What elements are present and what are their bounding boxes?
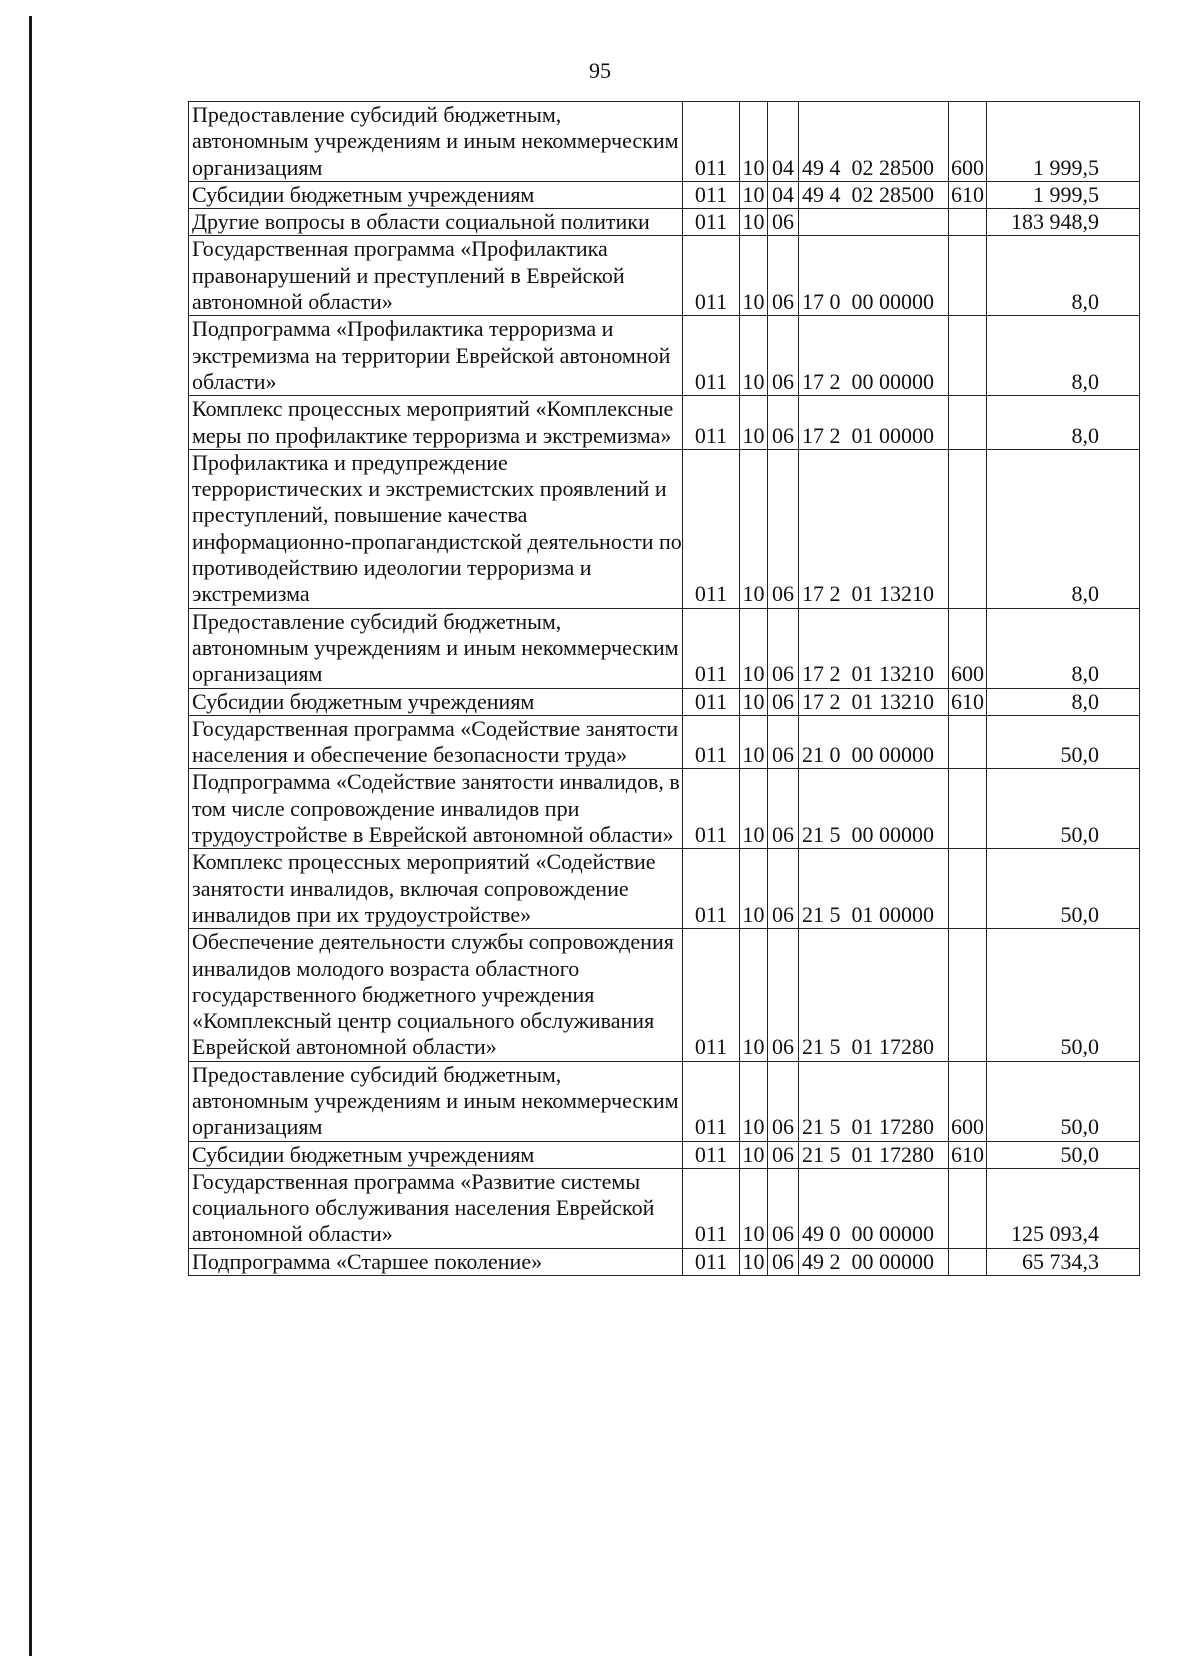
row-amount: 1 999,5: [987, 181, 1140, 208]
row-section-code: 10: [740, 102, 768, 182]
row-name: Подпрограмма «Старшее поколение»: [189, 1248, 683, 1275]
row-expense-type: [949, 209, 987, 236]
table-row: [189, 688, 1140, 715]
row-section-code: 10: [740, 396, 768, 450]
row-subsection-code: 06: [768, 688, 799, 715]
table-row: [189, 608, 1140, 688]
table-row: [189, 715, 1140, 769]
row-section-code: 10: [740, 209, 768, 236]
row-name: Предоставление субсидий бюджетным, автономным учреждениям и иным некоммерческим организациям: [189, 102, 683, 182]
row-section-code: 10: [740, 1168, 768, 1248]
row-ministry-code: 011: [683, 236, 740, 316]
row-name: Обеспечение деятельности службы сопровождения инвалидов молодого возраста областного государственного бюджетного учреждения «Комплексный центр социального обслуживания Еврейской автономной области»: [189, 929, 683, 1061]
row-expense-type: [949, 929, 987, 1061]
row-name: Субсидии бюджетным учреждениям: [189, 181, 683, 208]
row-name: Государственная программа «Содействие занятости населения и обеспечение безопасности труда»: [189, 715, 683, 769]
row-amount: 8,0: [987, 396, 1140, 450]
table-row: [189, 396, 1140, 450]
row-section-code: 10: [740, 1248, 768, 1275]
row-name: Комплекс процессных мероприятий «Содействие занятости инвалидов, включая сопровождение инвалидов при их трудоустройстве»: [189, 849, 683, 929]
table-row: [189, 769, 1140, 849]
row-expense-type: 600: [949, 1061, 987, 1141]
table-row: [189, 1248, 1140, 1275]
row-name: Комплекс процессных мероприятий «Комплексные меры по профилактике терроризма и экстремизма»: [189, 396, 683, 450]
row-expense-type: [949, 849, 987, 929]
row-subsection-code: 06: [768, 1061, 799, 1141]
row-expense-type: 600: [949, 608, 987, 688]
row-ministry-code: 011: [683, 396, 740, 450]
row-name: Субсидии бюджетным учреждениям: [189, 688, 683, 715]
row-name: Государственная программа «Профилактика правонарушений и преступлений в Еврейской автономной области»: [189, 236, 683, 316]
table-row: [189, 1061, 1140, 1141]
row-target-article: 17 0 00 00000: [799, 236, 949, 316]
row-name: Предоставление субсидий бюджетным, автономным учреждениям и иным некоммерческим организациям: [189, 1061, 683, 1141]
row-ministry-code: 011: [683, 769, 740, 849]
row-target-article: 21 5 01 17280: [799, 929, 949, 1061]
row-amount: 8,0: [987, 316, 1140, 396]
row-amount: 8,0: [987, 449, 1140, 608]
table-body: [189, 102, 1140, 1276]
row-ministry-code: 011: [683, 316, 740, 396]
row-subsection-code: 06: [768, 1248, 799, 1275]
row-amount: 1 999,5: [987, 102, 1140, 182]
row-target-article: 21 0 00 00000: [799, 715, 949, 769]
table-row: [189, 181, 1140, 208]
row-subsection-code: 06: [768, 396, 799, 450]
row-amount: 50,0: [987, 929, 1140, 1061]
row-section-code: 10: [740, 449, 768, 608]
row-ministry-code: 011: [683, 102, 740, 182]
row-ministry-code: 011: [683, 1248, 740, 1275]
row-subsection-code: 06: [768, 316, 799, 396]
row-target-article: 49 4 02 28500: [799, 181, 949, 208]
row-name: Предоставление субсидий бюджетным, автономным учреждениям и иным некоммерческим организациям: [189, 608, 683, 688]
row-target-article: 21 5 01 17280: [799, 1141, 949, 1168]
row-target-article: 21 5 01 17280: [799, 1061, 949, 1141]
row-subsection-code: 06: [768, 929, 799, 1061]
table-row: [189, 1141, 1140, 1168]
table-row: [189, 929, 1140, 1061]
row-ministry-code: 011: [683, 1141, 740, 1168]
row-ministry-code: 011: [683, 688, 740, 715]
row-expense-type: [949, 1248, 987, 1275]
row-expense-type: 600: [949, 102, 987, 182]
row-ministry-code: 011: [683, 1168, 740, 1248]
binding-margin-line: [29, 16, 32, 1656]
row-expense-type: [949, 1168, 987, 1248]
row-section-code: 10: [740, 849, 768, 929]
row-target-article: 17 2 00 00000: [799, 316, 949, 396]
row-amount: 50,0: [987, 1061, 1140, 1141]
row-subsection-code: 04: [768, 102, 799, 182]
row-section-code: 10: [740, 1141, 768, 1168]
row-amount: 125 093,4: [987, 1168, 1140, 1248]
row-section-code: 10: [740, 769, 768, 849]
row-target-article: [799, 209, 949, 236]
row-amount: 8,0: [987, 608, 1140, 688]
row-name: Профилактика и предупреждение террористических и экстремистских проявлений и преступлений, повышение качества информационно-пропагандистской деятельности по противодействию идеологии терроризма и экстремизма: [189, 449, 683, 608]
table-row: [189, 102, 1140, 182]
row-ministry-code: 011: [683, 849, 740, 929]
row-section-code: 10: [740, 1061, 768, 1141]
row-expense-type: [949, 316, 987, 396]
row-amount: 8,0: [987, 236, 1140, 316]
row-target-article: 21 5 01 00000: [799, 849, 949, 929]
row-target-article: 17 2 01 00000: [799, 396, 949, 450]
row-target-article: 17 2 01 13210: [799, 688, 949, 715]
row-amount: 8,0: [987, 688, 1140, 715]
row-target-article: 17 2 01 13210: [799, 449, 949, 608]
row-target-article: 49 4 02 28500: [799, 102, 949, 182]
budget-table: [188, 101, 1140, 1276]
row-expense-type: [949, 769, 987, 849]
table-row: [189, 449, 1140, 608]
row-subsection-code: 06: [768, 715, 799, 769]
row-section-code: 10: [740, 316, 768, 396]
row-subsection-code: 06: [768, 1141, 799, 1168]
row-expense-type: [949, 449, 987, 608]
row-section-code: 10: [740, 181, 768, 208]
row-section-code: 10: [740, 715, 768, 769]
row-target-article: 49 0 00 00000: [799, 1168, 949, 1248]
row-subsection-code: 06: [768, 849, 799, 929]
row-name: Другие вопросы в области социальной политики: [189, 209, 683, 236]
row-subsection-code: 06: [768, 209, 799, 236]
row-target-article: 21 5 00 00000: [799, 769, 949, 849]
row-expense-type: 610: [949, 181, 987, 208]
row-ministry-code: 011: [683, 929, 740, 1061]
row-section-code: 10: [740, 688, 768, 715]
row-amount: 50,0: [987, 715, 1140, 769]
table-row: [189, 1168, 1140, 1248]
row-ministry-code: 011: [683, 181, 740, 208]
row-expense-type: [949, 715, 987, 769]
row-subsection-code: 04: [768, 181, 799, 208]
row-name: Подпрограмма «Содействие занятости инвалидов, в том числе сопровождение инвалидов при трудоустройстве в Еврейской автономной области»: [189, 769, 683, 849]
row-expense-type: [949, 396, 987, 450]
table-row: [189, 849, 1140, 929]
row-ministry-code: 011: [683, 715, 740, 769]
row-subsection-code: 06: [768, 608, 799, 688]
row-section-code: 10: [740, 929, 768, 1061]
row-ministry-code: 011: [683, 1061, 740, 1141]
table-row: [189, 209, 1140, 236]
row-section-code: 10: [740, 608, 768, 688]
row-amount: 50,0: [987, 1141, 1140, 1168]
row-subsection-code: 06: [768, 236, 799, 316]
row-subsection-code: 06: [768, 449, 799, 608]
row-target-article: 17 2 01 13210: [799, 608, 949, 688]
table-row: [189, 316, 1140, 396]
row-target-article: 49 2 00 00000: [799, 1248, 949, 1275]
row-name: Государственная программа «Развитие системы социального обслуживания населения Еврейской автономной области»: [189, 1168, 683, 1248]
row-ministry-code: 011: [683, 209, 740, 236]
row-expense-type: 610: [949, 688, 987, 715]
row-ministry-code: 011: [683, 608, 740, 688]
row-subsection-code: 06: [768, 1168, 799, 1248]
row-amount: 65 734,3: [987, 1248, 1140, 1275]
row-amount: 183 948,9: [987, 209, 1140, 236]
row-ministry-code: 011: [683, 449, 740, 608]
row-amount: 50,0: [987, 769, 1140, 849]
table-row: [189, 236, 1140, 316]
row-name: Субсидии бюджетным учреждениям: [189, 1141, 683, 1168]
row-section-code: 10: [740, 236, 768, 316]
row-subsection-code: 06: [768, 769, 799, 849]
page-number: 95: [589, 58, 611, 83]
row-expense-type: [949, 236, 987, 316]
row-expense-type: 610: [949, 1141, 987, 1168]
row-name: Подпрограмма «Профилактика терроризма и экстремизма на территории Еврейской автономной области»: [189, 316, 683, 396]
row-amount: 50,0: [987, 849, 1140, 929]
